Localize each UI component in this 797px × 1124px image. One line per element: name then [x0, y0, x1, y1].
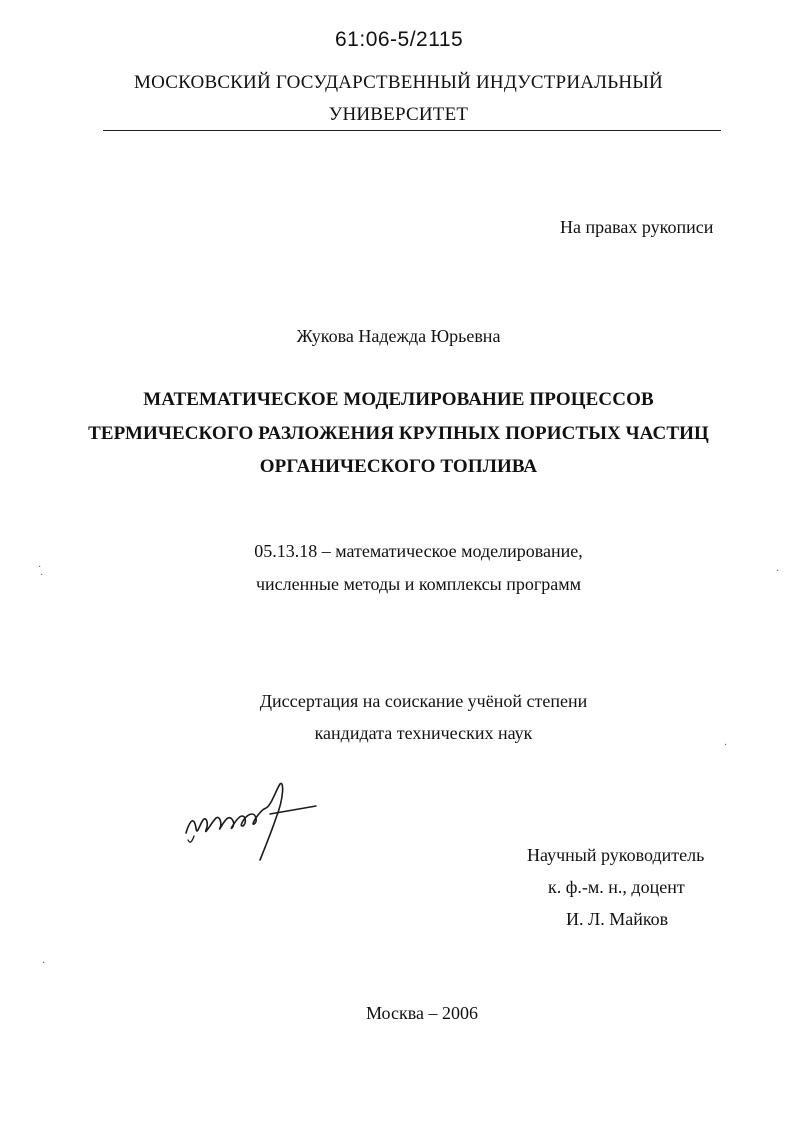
organization-line-2: УНИВЕРСИТЕТ: [328, 104, 469, 125]
organization-line-1: МОСКОВСКИЙ ГОСУДАРСТВЕННЫЙ ИНДУСТРИАЛЬНЫЙ: [134, 72, 663, 93]
rights-notice: На правах рукописи: [560, 217, 714, 237]
scan-speck-right-2: ·: [724, 740, 728, 751]
dissertation-line-2: кандидата технических наук: [314, 723, 533, 743]
header-divider: [103, 130, 721, 131]
scan-speck-right: ·: [776, 566, 780, 577]
scan-speck-left: ·: [38, 562, 42, 573]
supervisor-role: Научный руководитель: [527, 845, 705, 865]
title-line-3: ОРГАНИЧЕСКОГО ТОПЛИВА: [259, 456, 538, 477]
specialty-line-1: 05.13.18 – математическое моделирование,: [254, 541, 583, 561]
author-signature: [176, 778, 326, 868]
supervisor-name: И. Л. Майков: [566, 909, 669, 929]
dissertation-line-1: Диссертация на соискание учёной степени: [259, 691, 588, 711]
scan-speck-left-3: ·: [42, 958, 46, 969]
supervisor-degree: к. ф.-м. н., доцент: [548, 877, 685, 897]
title-line-2: ТЕРМИЧЕСКОГО РАЗЛОЖЕНИЯ КРУПНЫХ ПОРИСТЫХ ЧАСТИЦ: [88, 423, 709, 444]
specialty-line-2: численные методы и комплексы программ: [255, 574, 582, 594]
title-line-1: МАТЕМАТИЧЕСКОЕ МОДЕЛИРОВАНИЕ ПРОЦЕССОВ: [143, 389, 654, 410]
scan-speck-left-2: ·: [40, 570, 44, 581]
author-name: Жукова Надежда Юрьевна: [296, 326, 501, 346]
city-year: Москва – 2006: [366, 1003, 478, 1023]
archive-stamp-number: 61:06-5/2115: [335, 28, 464, 51]
